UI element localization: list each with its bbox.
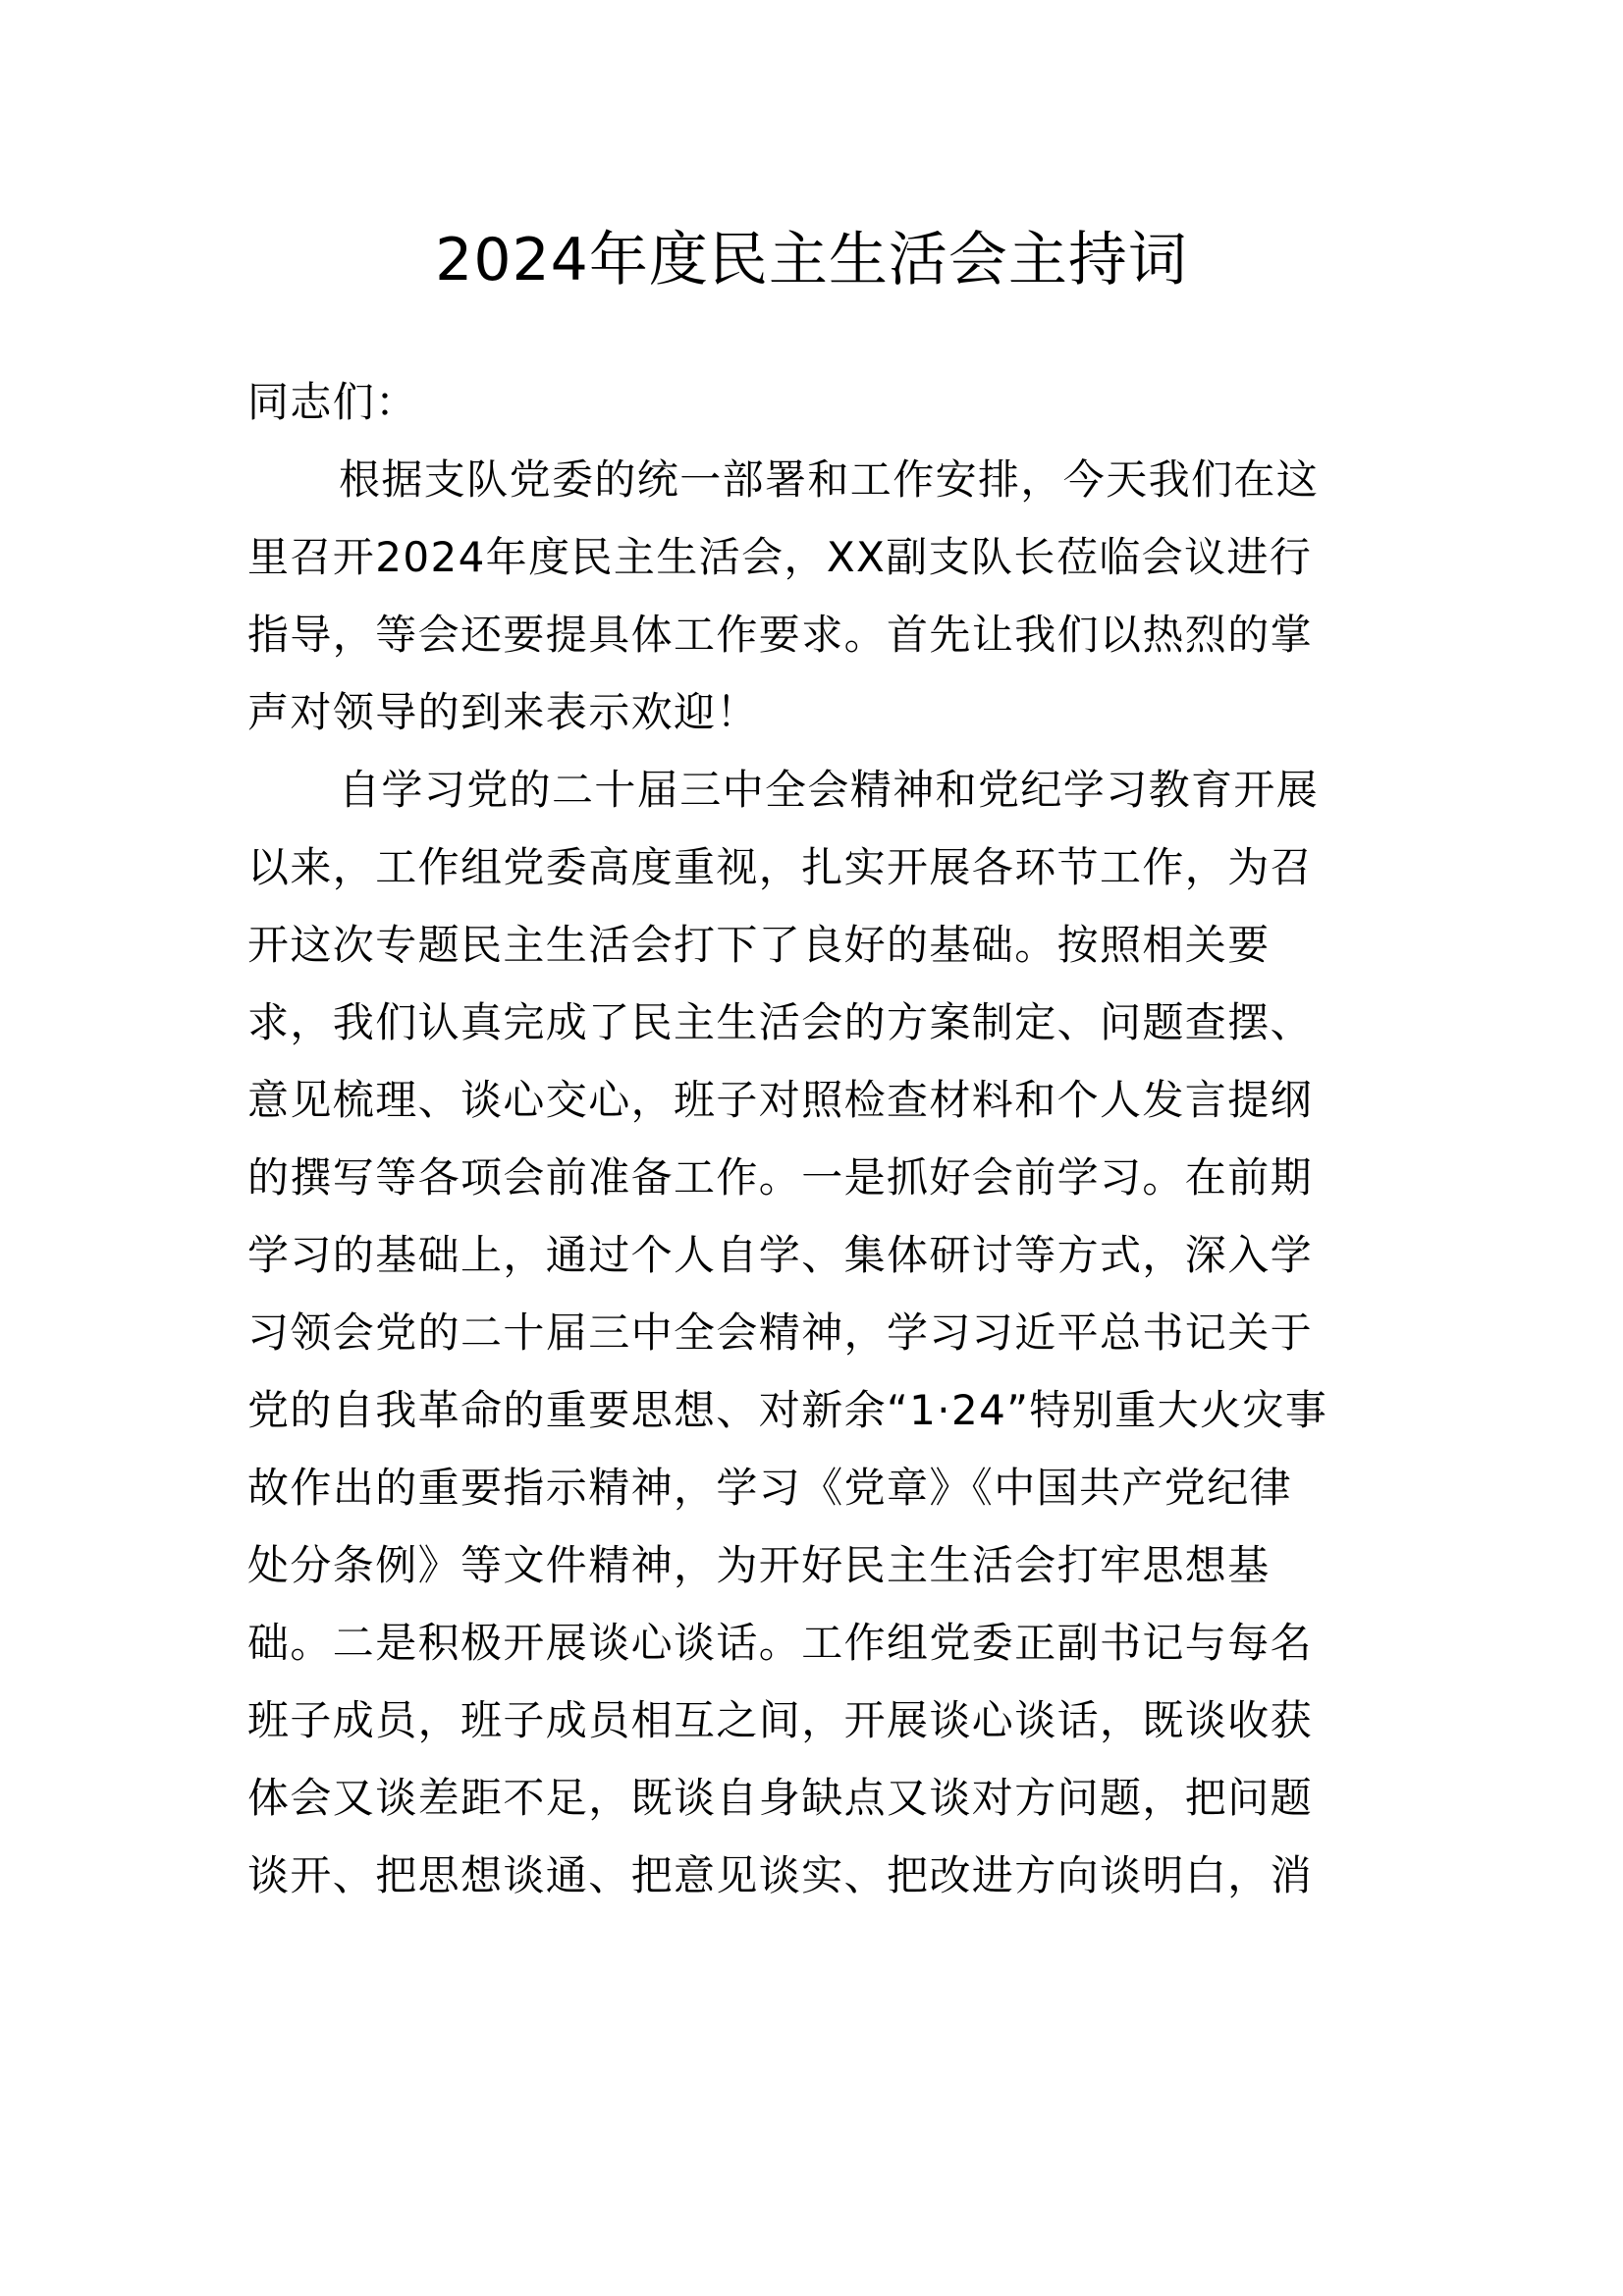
paragraph-line: 指导，等会还要提具体工作要求。首先让我们以热烈的掌	[247, 611, 1314, 659]
salutation: 同志们：	[247, 378, 418, 426]
paragraph-line: 求，我们认真完成了民主生活会的方案制定、问题查摆、	[247, 998, 1314, 1046]
paragraph-line: 开这次专题民主生活会打下了良好的基础。按照相关要	[247, 921, 1271, 969]
document-title: 2024年度民主生活会主持词	[435, 226, 1188, 294]
document-body	[247, 363, 1367, 1914]
paragraph-line: 里召开2024年度民主生活会，XX副支队长莅临会议进行	[247, 533, 1313, 581]
paragraph-line: 以来，工作组党委高度重视，扎实开展各环节工作，为召	[247, 843, 1314, 891]
paragraph-line: 学习的基础上，通过个人自学、集体研讨等方式，深入学	[247, 1231, 1314, 1279]
paragraph-line: 谈开、把思想谈通、把意见谈实、把改进方向谈明白，消	[247, 1851, 1314, 1899]
paragraph-line: 意见梳理、谈心交心，班子对照检查材料和个人发言提纲	[247, 1076, 1314, 1124]
paragraph-line: 声对领导的到来表示欢迎！	[247, 688, 759, 736]
paragraph-line: 自学习党的二十届三中全会精神和党纪学习教育开展	[339, 766, 1320, 814]
paragraph-line: 习领会党的二十届三中全会精神，学习习近平总书记关于	[247, 1308, 1314, 1357]
paragraph-line: 班子成员，班子成员相互之间，开展谈心谈话，既谈收获	[247, 1696, 1314, 1744]
paragraph-line: 础。二是积极开展谈心谈话。工作组党委正副书记与每名	[247, 1619, 1314, 1667]
paragraph-line: 体会又谈差距不足，既谈自身缺点又谈对方问题，把问题	[247, 1774, 1314, 1822]
paragraph-line: 处分条例》等文件精神，为开好民主生活会打牢思想基	[247, 1541, 1271, 1589]
paragraph-line: 根据支队党委的统一部署和工作安排，今天我们在这	[339, 455, 1320, 504]
paragraph-line: 故作出的重要指示精神，学习《党章》《中国共产党纪律	[247, 1464, 1293, 1512]
paragraph-line: 党的自我革命的重要思想、对新余“1·24”特别重大火灾事	[247, 1386, 1328, 1434]
paragraph-line: 的撰写等各项会前准备工作。一是抓好会前学习。在前期	[247, 1153, 1314, 1201]
